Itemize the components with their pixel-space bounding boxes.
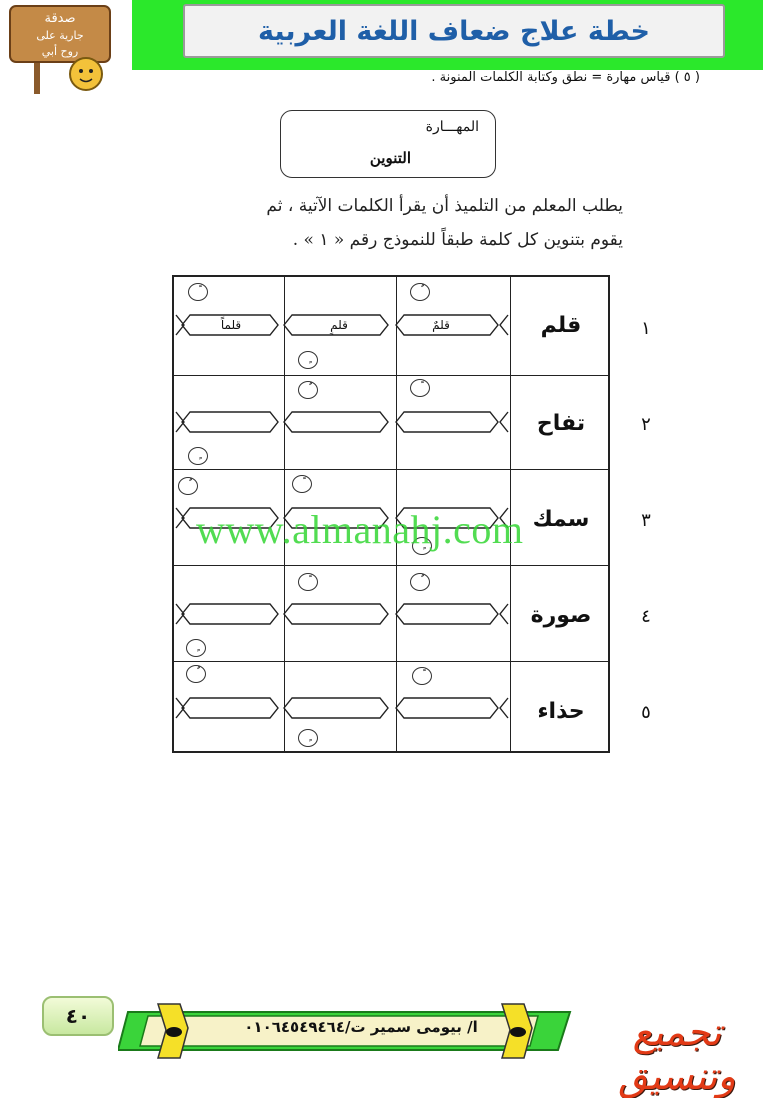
example-cell: قلمٌ — [432, 318, 450, 332]
tanween-mark — [410, 379, 430, 397]
tanween-mark — [298, 381, 318, 399]
hexagon-band — [174, 697, 510, 719]
tanween-mark — [188, 447, 208, 465]
tanween-mark — [178, 477, 198, 495]
table-row-word: سمك — [532, 507, 590, 532]
example-cell: قلماً — [220, 318, 242, 332]
header-title-box — [183, 4, 725, 58]
tanween-mark — [298, 729, 318, 747]
tanween-mark — [186, 639, 206, 657]
hexagon-band — [174, 411, 510, 433]
footer-credit: ا/ بيومى سمير ت/٠١٠٦٤٥٤٩٤٦٤ — [244, 1018, 478, 1036]
tanween-mark — [412, 667, 432, 685]
tanween-mark — [292, 475, 312, 493]
instruction-line-1: يطلب المعلم من التلميذ أن يقرأ الكلمات الآتية ، ثم — [266, 196, 623, 216]
page-number: ٤٠ — [42, 996, 114, 1036]
hexagon-band — [174, 603, 510, 625]
skill-box — [280, 110, 496, 178]
page-title: خطة علاج ضعاف اللغة العربية — [258, 15, 650, 47]
instruction-line-2: يقوم بتنوين كل كلمة طبقاً للنموذج رقم « ١ » . — [292, 230, 623, 250]
row-number: ٥ — [641, 702, 651, 723]
skill-subtitle: ( ٥ ) قياس مهارة = نطق وكتابة الكلمات المنونة . — [431, 70, 700, 85]
table-row-word: حذاء — [537, 699, 585, 724]
logo-line-1: صدقة — [44, 11, 76, 26]
logo-line-3: روح أبي — [41, 45, 79, 58]
row-number: ١ — [641, 318, 651, 339]
row-number: ٢ — [641, 414, 651, 435]
table-row-word: قلم — [540, 313, 582, 338]
table-row-word: صورة — [530, 603, 592, 628]
tanween-mark — [410, 283, 430, 301]
skill-value: التنوين — [369, 149, 411, 167]
tanween-mark — [298, 573, 318, 591]
row-number: ٤ — [641, 606, 651, 627]
tanween-mark — [410, 573, 430, 591]
tanween-mark — [186, 665, 206, 683]
hexagon-band — [174, 314, 510, 336]
table-row-word: تفاح — [536, 411, 586, 436]
skill-label: المهـــارة — [425, 119, 479, 135]
example-cell: قلمٍ — [330, 318, 348, 332]
logo-line-2: جارية على — [36, 29, 84, 42]
tanween-mark — [298, 351, 318, 369]
charity-sign-logo — [4, 4, 124, 96]
compiled-by-signature: تجميع وتنسيق — [618, 1010, 736, 1098]
tanween-mark — [188, 283, 208, 301]
watermark: www.almanahj.com — [196, 507, 524, 552]
row-number: ٣ — [641, 510, 651, 531]
